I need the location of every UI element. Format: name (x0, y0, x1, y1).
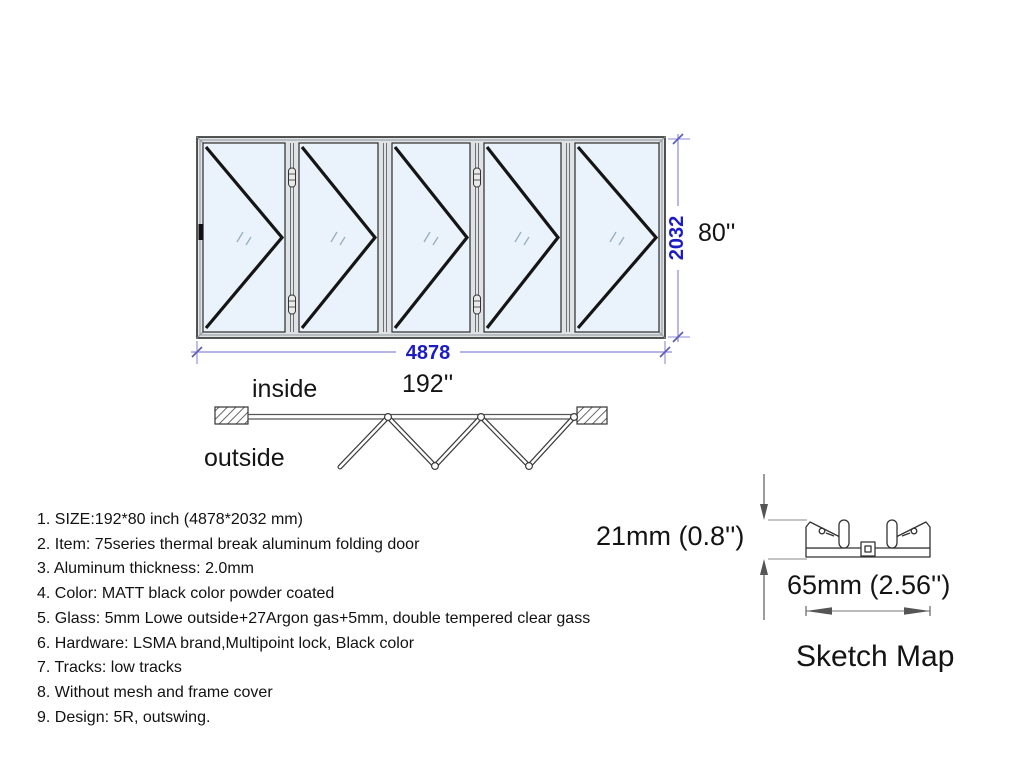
spec-note: 9. Design: 5R, outswing. (37, 708, 211, 726)
spec-note: 4. Color: MATT black color powder coated (37, 585, 335, 603)
roller-icon (839, 520, 849, 548)
spec-note: 6. Hardware: LSMA brand,Multipoint lock, Black color (37, 634, 415, 652)
spec-note: 5. Glass: 5mm Lowe outside+27Argon gas+5mm, double tempered clear gass (37, 609, 591, 627)
folded-panels (340, 414, 577, 470)
door-panel (392, 143, 470, 332)
door-panel (299, 143, 378, 332)
track-height-label: 21mm (0.8'') (596, 521, 745, 551)
spec-note: 8. Without mesh and frame cover (37, 683, 273, 701)
spec-notes-list (37, 508, 677, 730)
sketch-map-title: Sketch Map (796, 640, 955, 673)
dimension-width (191, 341, 672, 364)
track-line (248, 415, 577, 420)
inside-label: inside (252, 375, 318, 403)
track-profile (806, 520, 930, 557)
spec-note: 3. Aluminum thickness: 2.0mm (37, 560, 254, 578)
track-width-label: 65mm (2.56'') (787, 570, 951, 600)
door-panel (484, 143, 561, 332)
door-panel (575, 143, 659, 332)
dimension-height-value: 2032 (666, 215, 688, 261)
spec-note: 2. Item: 75series thermal break aluminum folding door (37, 535, 420, 553)
handle-icon (199, 224, 204, 240)
outside-label: outside (204, 444, 285, 472)
door-elevation-drawing (185, 128, 725, 373)
hinge-icon (289, 295, 296, 314)
roller-icon (887, 520, 897, 548)
door-panel (203, 143, 285, 332)
dimension-height (666, 134, 690, 342)
hinge-icon (289, 168, 296, 187)
dimension-65mm-arrows (806, 606, 930, 616)
hinge-icon (474, 168, 481, 187)
height-inch-label: 80'' (698, 219, 736, 247)
door-plan-drawing (200, 400, 620, 480)
wall-block-left (215, 407, 248, 424)
hinge-icon (474, 295, 481, 314)
wall-block-right (577, 407, 607, 424)
door-panels (203, 143, 659, 332)
width-inch-label: 192'' (402, 370, 454, 398)
spec-note: 1. SIZE:192*80 inch (4878*2032 mm) (37, 511, 303, 528)
spec-note: 7. Tracks: low tracks (37, 659, 182, 677)
dimension-width-value: 4878 (405, 342, 451, 364)
